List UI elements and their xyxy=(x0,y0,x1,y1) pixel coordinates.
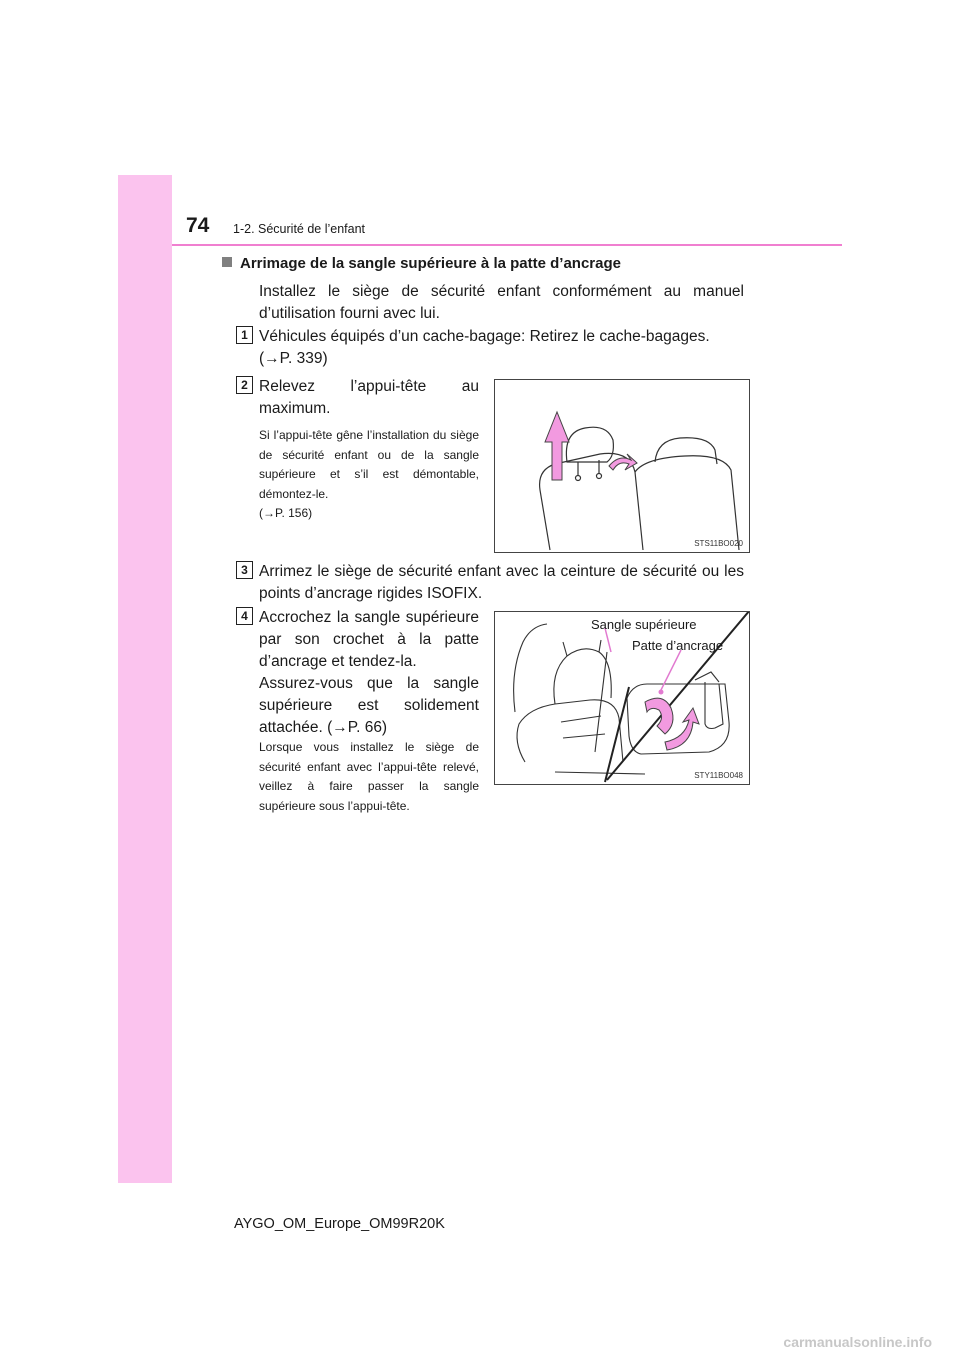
figure-code: STY11BO048 xyxy=(694,771,743,780)
step-number-2: 2 xyxy=(236,376,253,394)
watermark: carmanualsonline.info xyxy=(783,1334,932,1350)
page-number: 74 xyxy=(186,214,210,237)
step-2-text: Relevez l’appui-tête au maximum. xyxy=(259,378,479,417)
square-bullet-icon xyxy=(222,257,232,267)
document-footer: AYGO_OM_Europe_OM99R20K xyxy=(234,1216,445,1232)
chapter-side-tab xyxy=(118,175,172,1183)
step-3-text: Arrimez le siège de sécurité enfant avec la ceinture de sécurité ou les points d’ancrage rigides ISOFIX. xyxy=(259,563,744,602)
step-4-note: Lorsque vous installez le siège de sécurité enfant avec l’appui-tête relevé, veillez à faire passer la sangle supérieure sous l’appui-tête. xyxy=(259,740,479,813)
step-number-3: 3 xyxy=(236,561,253,579)
headrest-illustration xyxy=(495,380,749,552)
subsection-heading: Arrimage de la sangle supérieure à la patte d’ancrage xyxy=(222,255,621,272)
step-1-text: Véhicules équipés d’un cache-bagage: Retirez le cache-bagages. (→P. 339) xyxy=(259,328,710,367)
step-4-text: Accrochez la sangle supérieure par son crochet à la patte d’ancrage et tendez-la. Assurez-vous que la sangle supérieure est solidement attachée. (→P. 66) xyxy=(259,609,479,736)
header-rule xyxy=(172,244,842,246)
step-2-note: Si l’appui-tête gêne l’installation du siège de sécurité enfant ou de la sangle supérieure et s’il est démontable, démontez-le. (→P. 156) xyxy=(259,428,479,520)
figure-code: STS11BO020 xyxy=(694,539,743,548)
headrest-figure xyxy=(494,379,750,553)
section-title: 1-2. Sécurité de l’enfant xyxy=(233,222,366,236)
step-number-4: 4 xyxy=(236,607,253,625)
step-number-1: 1 xyxy=(236,326,253,344)
strap-callout-label: Sangle supérieure xyxy=(591,617,697,632)
raise-arrow-icon xyxy=(545,412,569,480)
tether-strap-figure xyxy=(494,611,750,785)
intro-text: Installez le siège de sécurité enfant conformément au manuel d’utilisation fourni avec lui. xyxy=(259,283,744,322)
anchor-callout-label: Patte d’ancrage xyxy=(632,638,724,653)
